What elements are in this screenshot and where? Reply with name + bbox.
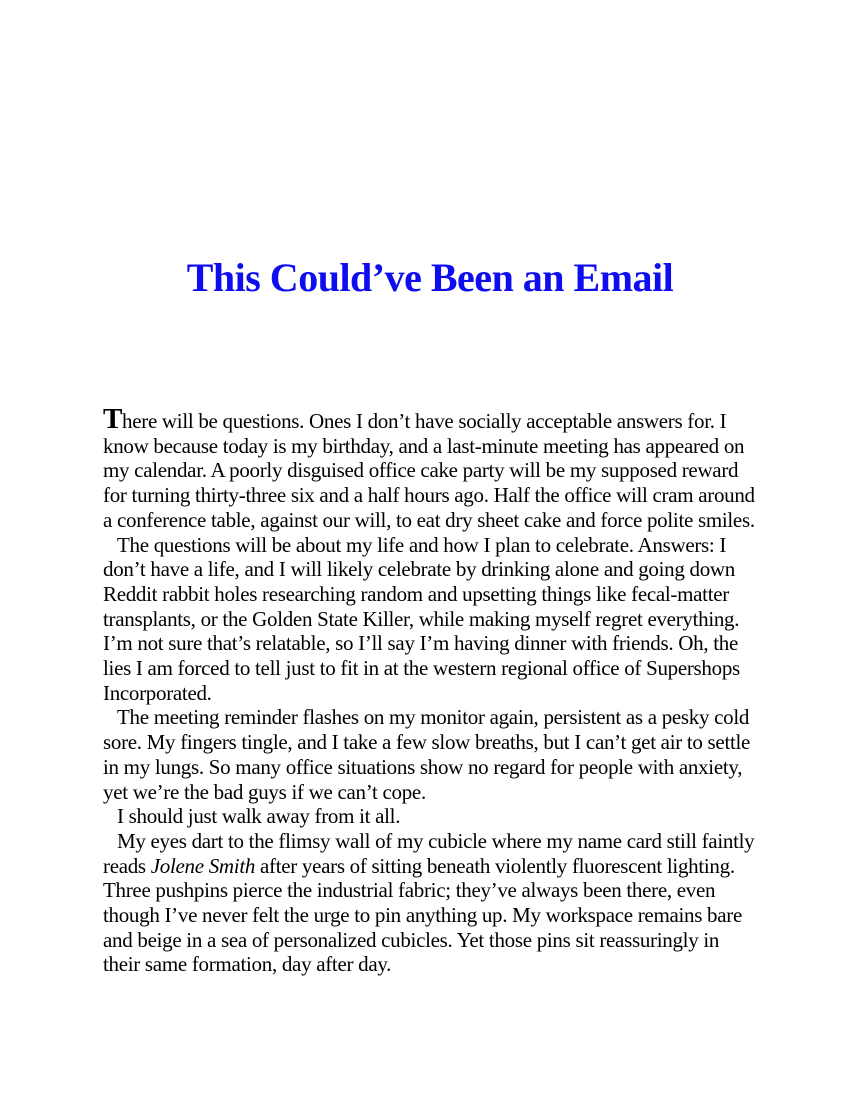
paragraph-5 xyxy=(103,829,758,977)
paragraph-2: The questions will be about my life and how I plan to celebrate. Answers: I don’t have a life, and I will likely celebrate by drinking alone and going down Reddit rabbit holes researching random and upsetting things like fecal-matter transplants, or the Golden State Killer, while making myself regret everything. I’m not sure that’s relatable, so I’ll say I’m having dinner with friends. Oh, the lies I am forced to tell just to fit in at the western regional office of Supershops Incorporated. xyxy=(103,532,740,705)
paragraph-5-text-after: after years of sitting beneath violently fluorescent lighting. Three pushpins pierce the industrial fabric; they’ve always been there, even though I’ve never felt the urge to pin anything up. My workspace remains bare and beige in a sea of personalized cubicles. Yet those pins sit reassuringly in their same formation, day after day. xyxy=(103,853,742,977)
chapter-title: This Could’ve Been an Email xyxy=(186,255,674,300)
paragraph-5-text-before: My eyes dart to the flimsy wall of my cubicle where my name card still faintly reads xyxy=(103,828,755,878)
name-card-text: Jolene Smith xyxy=(150,853,256,878)
paragraph-1-text: here will be questions. Ones I don’t have socially acceptable answers for. I know because today is my birthday, and a last-minute meeting has appeared on my calendar. A poorly disguised office cake party will be my supposed reward for turning thirty-three six and a half hours ago. Half the office will cram around a conference table, against our will, to eat dry sheet cake and force polite smiles. xyxy=(103,409,755,532)
paragraph-4: I should just walk away from it all. xyxy=(117,804,401,829)
chapter-body xyxy=(103,403,758,977)
raised-cap-initial: T xyxy=(103,403,123,435)
paragraph-3: The meeting reminder flashes on my monitor again, persistent as a pesky cold sore. My fingers tingle, and I take a few slow breaths, but I can’t get air to settle in my lungs. So many office situations show no regard for people with anxiety, yet we’re the bad guys if we can’t cope. xyxy=(103,705,751,804)
paragraph-1 xyxy=(103,403,758,533)
